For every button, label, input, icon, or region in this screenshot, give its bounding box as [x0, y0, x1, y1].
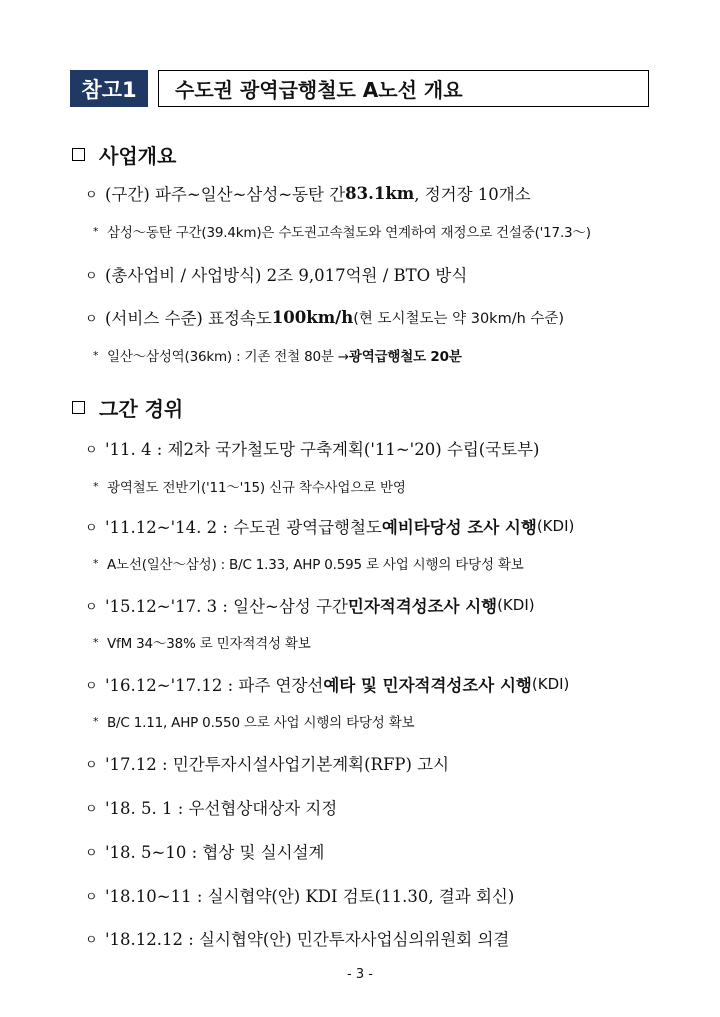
asterisk-bullet-icon: *: [93, 224, 99, 238]
section-title: 사업개요: [99, 144, 177, 168]
circle-bullet-icon: ㅇ: [85, 932, 98, 948]
section-heading-overview: [72, 140, 176, 169]
history-item: ㅇ '18.10~11 : 실시협약(안) KDI 검토(11.30, 결과 회신): [85, 887, 515, 906]
history-item: ㅇ '17.12 : 민간투자시설사업기본계획(RFP) 고시: [85, 755, 450, 774]
circle-bullet-icon: ㅇ: [85, 311, 98, 327]
circle-bullet-icon: ㅇ: [85, 187, 98, 203]
asterisk-bullet-icon: *: [93, 348, 99, 362]
checkbox-square-icon: [72, 401, 85, 414]
circle-bullet-icon: ㅇ: [85, 442, 98, 458]
history-item: ㅇ '11.12~'14. 2 : 수도권 광역급행철도 예비타당성 조사 시행 (KDI): [85, 517, 575, 537]
overview-note-service: * 일산～삼성역(36km) : 기존 전철 80분 → 광역급행철도 20분: [93, 348, 462, 365]
history-item: ㅇ '18.12.12 : 실시협약(안) 민간투자사업심의위원회 의결: [85, 930, 510, 949]
reference-header: [70, 70, 649, 107]
circle-bullet-icon: ㅇ: [85, 801, 98, 817]
circle-bullet-icon: ㅇ: [85, 889, 98, 905]
overview-note-route: * 삼성～동탄 구간(39.4km)은 수도권고속철도와 연계하여 재정으로 건설중('17.3～): [93, 224, 591, 241]
history-note: * B/C 1.11, AHP 0.550 으로 사업 시행의 타당성 확보: [93, 714, 415, 731]
history-item: ㅇ '11. 4 : 제2차 국가철도망 구축계획('11~'20) 수립(국토부): [85, 440, 540, 459]
circle-bullet-icon: ㅇ: [85, 757, 98, 773]
overview-item-service: ㅇ (서비스 수준) 표정속도 100km/h (현 도시철도는 약 30km/h 수준): [85, 307, 565, 328]
asterisk-bullet-icon: *: [93, 556, 99, 570]
history-item: ㅇ '18. 5. 1 : 우선협상대상자 지정: [85, 799, 338, 818]
history-item: ㅇ '16.12~'17.12 : 파주 연장선 예타 및 민자적격성조사 시행 (KDI): [85, 675, 570, 695]
history-item: ㅇ '18. 5~10 : 협상 및 실시설계: [85, 843, 325, 862]
section-heading-history: [72, 393, 183, 422]
circle-bullet-icon: ㅇ: [85, 520, 98, 536]
section-title: 그간 경위: [99, 397, 184, 421]
asterisk-bullet-icon: *: [93, 714, 99, 728]
asterisk-bullet-icon: *: [93, 479, 99, 493]
overview-item-route: ㅇ (구간) 파주~일산~삼성~동탄 간 83.1km , 정거장 10개소: [85, 183, 531, 204]
circle-bullet-icon: ㅇ: [85, 678, 98, 694]
checkbox-square-icon: [72, 148, 85, 161]
circle-bullet-icon: ㅇ: [85, 845, 98, 861]
overview-item-cost: ㅇ (총사업비 / 사업방식) 2조 9,017억원 / BTO 방식: [85, 266, 468, 285]
history-note: * VfM 34～38% 로 민자적격성 확보: [93, 635, 311, 652]
history-note: * 광역철도 전반기('11～'15) 신규 착수사업으로 반영: [93, 479, 406, 496]
history-note: * A노선(일산～삼성) : B/C 1.33, AHP 0.595 로 사업 시행의 타당성 확보: [93, 556, 524, 573]
history-item: ㅇ '15.12~'17. 3 : 일산~삼성 구간 민자적격성조사 시행 (KDI): [85, 596, 535, 616]
circle-bullet-icon: ㅇ: [85, 268, 98, 284]
page-number: - 3 -: [347, 967, 373, 982]
circle-bullet-icon: ㅇ: [85, 599, 98, 615]
reference-tag: 참고1: [70, 70, 148, 107]
asterisk-bullet-icon: *: [93, 635, 99, 649]
page-title: 수도권 광역급행철도 A노선 개요: [158, 70, 649, 107]
